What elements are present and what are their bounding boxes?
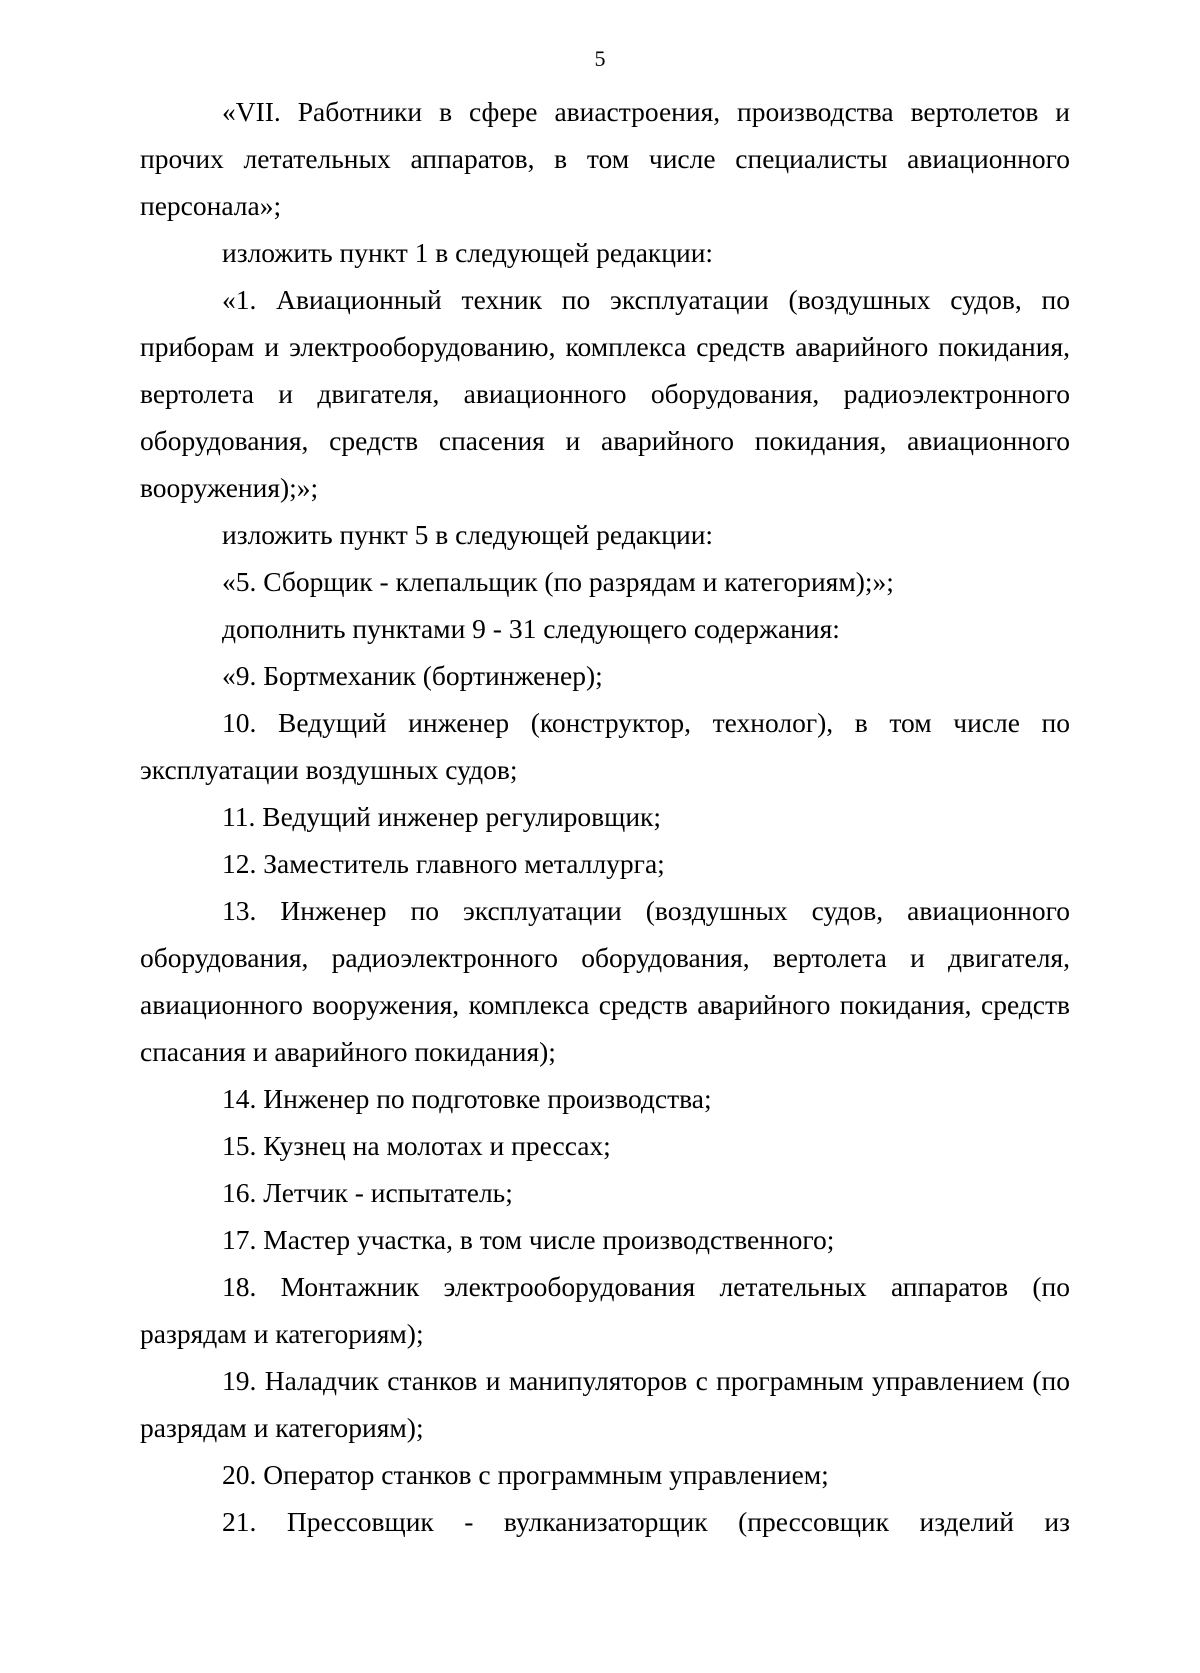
document-body xyxy=(140,88,1070,1545)
paragraph-item-12: 12. Заместитель главного металлурга; xyxy=(222,848,665,879)
paragraph-item-17: 17. Мастер участка, в том числе производственного; xyxy=(222,1224,835,1255)
paragraph-section-heading: «VII. Работники в сфере авиастроения, производства вертолетов и прочих летательных аппаратов, в том числе специалисты авиационного персонала»; xyxy=(140,96,1070,221)
paragraph-item-20: 20. Оператор станков с программным управлением; xyxy=(222,1459,829,1490)
paragraph-item-19: 19. Наладчик станков и манипуляторов с програмным управлением (по разрядам и категориям); xyxy=(140,1365,1070,1443)
paragraph-item-9: «9. Бортмеханик (бортинженер); xyxy=(222,660,603,691)
paragraph-instruction-items-9-31: дополнить пунктами 9 - 31 следующего содержания: xyxy=(222,613,840,644)
paragraph-item-13: 13. Инженер по эксплуатации (воздушных судов, авиационного оборудования, радиоэлектронного оборудования, вертолета и двигателя, авиационного вооружения, комплекса средств аварийного покидания, средств спасания и аварийного покидания); xyxy=(140,895,1070,1067)
paragraph-item-5: «5. Сборщик - клепальщик (по разрядам и категориям);»; xyxy=(222,566,894,597)
paragraph-item-21: 21. Прессовщик - вулканизаторщик (прессовщик изделий из xyxy=(222,1506,1070,1537)
paragraph-item-1: «1. Авиационный техник по эксплуатации (воздушных судов, по приборам и электрооборудованию, комплекса средств аварийного покидания, вертолета и двигателя, авиационного оборудования, радиоэлектронного оборудования, средств спасения и аварийного покидания, авиационного вооружения);»; xyxy=(140,284,1070,503)
paragraph-instruction-item-5: изложить пункт 5 в следующей редакции: xyxy=(222,519,714,550)
paragraph-item-14: 14. Инженер по подготовке производства; xyxy=(222,1083,712,1114)
paragraph-item-11: 11. Ведущий инженер регулировщик; xyxy=(222,801,662,832)
paragraph-item-10: 10. Ведущий инженер (конструктор, технолог), в том числе по эксплуатации воздушных судов; xyxy=(140,707,1070,785)
paragraph-item-16: 16. Летчик - испытатель; xyxy=(222,1177,513,1208)
paragraph-instruction-item-1: изложить пункт 1 в следующей редакции: xyxy=(222,237,714,268)
page-number: 5 xyxy=(594,46,606,71)
paragraph-item-18: 18. Монтажник электрооборудования летательных аппаратов (по разрядам и категориям); xyxy=(140,1271,1070,1349)
paragraph-item-15: 15. Кузнец на молотах и прессах; xyxy=(222,1130,611,1161)
